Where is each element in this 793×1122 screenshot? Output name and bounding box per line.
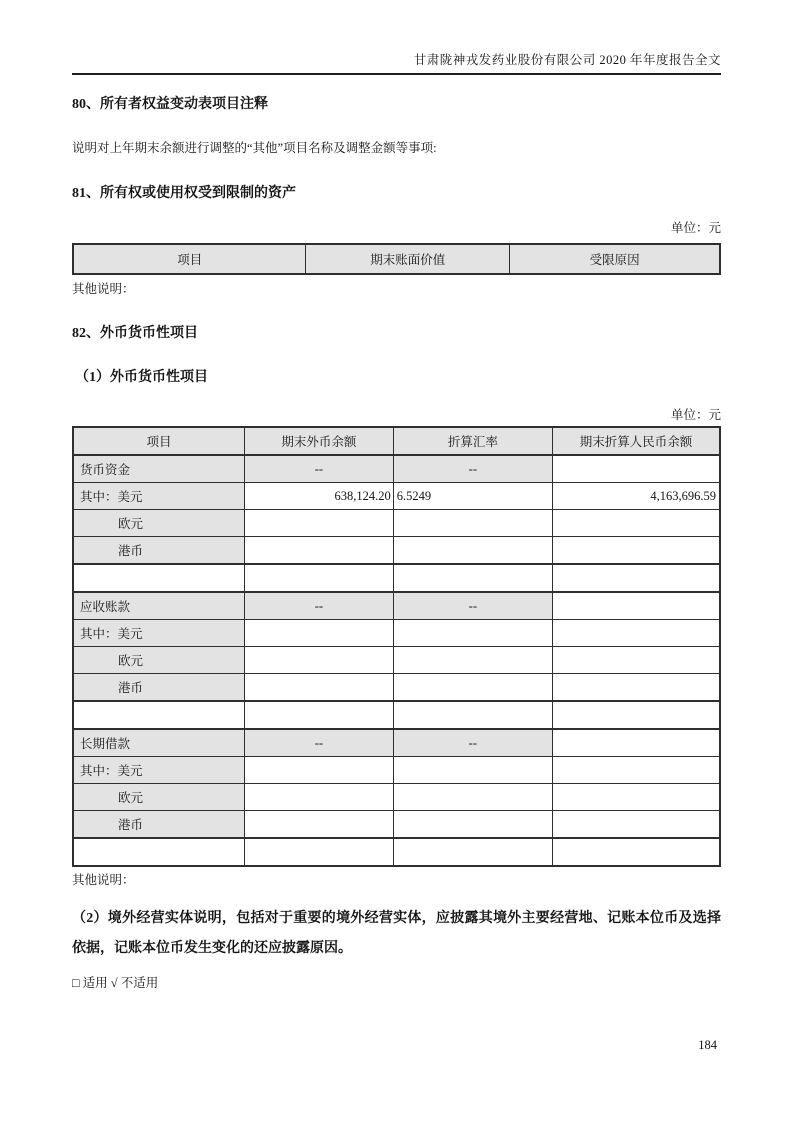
table-cell: -- <box>393 729 552 757</box>
table-row <box>73 483 720 510</box>
table-cell <box>244 674 393 702</box>
table-header-cell: 项目 <box>73 244 306 274</box>
table-cell: -- <box>244 729 393 757</box>
table-row <box>73 784 720 811</box>
table-cell <box>552 592 720 620</box>
table-cell: 4,163,696.59 <box>552 483 720 510</box>
table-row <box>73 674 720 702</box>
table-cell <box>393 838 552 866</box>
table-cell: 其中：美元 <box>73 620 244 647</box>
table-cell <box>73 838 244 866</box>
table-cell <box>393 620 552 647</box>
table-header-cell: 受限原因 <box>510 244 720 274</box>
table-row <box>73 620 720 647</box>
section-81-title: 81、所有权或使用权受到限制的资产 <box>72 186 296 201</box>
table-cell <box>393 510 552 537</box>
table-cell <box>552 811 720 839</box>
table-cell: 6.5249 <box>393 483 552 510</box>
section-81-unit-label: 单位：元 <box>670 221 721 235</box>
table-header-cell: 期末账面价值 <box>306 244 510 274</box>
table-row <box>73 757 720 784</box>
table-cell <box>244 537 393 565</box>
table-cell <box>393 701 552 729</box>
table-cell <box>73 564 244 592</box>
table-cell <box>393 647 552 674</box>
table-cell <box>393 537 552 565</box>
section-80-note: 说明对上年期末余额进行调整的“其他”项目名称及调整金额等事项: <box>72 141 437 155</box>
table-cell: 其中：美元 <box>73 483 244 510</box>
applicability-line: □ 适用 √ 不适用 <box>72 976 159 990</box>
table-cell <box>393 564 552 592</box>
section-82-sub2-text: （2）境外经营实体说明，包括对于重要的境外经营实体，应披露其境外主要经营地、记账本位币及选择依据，记账本位币发生变化的还应披露原因。 <box>72 911 721 956</box>
table-row <box>73 811 720 839</box>
table-cell <box>552 620 720 647</box>
table-cell <box>244 811 393 839</box>
section-81-other-note: 其他说明： <box>72 282 135 296</box>
table-cell <box>244 784 393 811</box>
table-header-row <box>73 427 720 455</box>
table-row <box>73 647 720 674</box>
table-cell <box>552 647 720 674</box>
table-header-row <box>73 244 720 274</box>
table-cell <box>552 455 720 483</box>
table-cell: 欧元 <box>73 510 244 537</box>
table-cell: 长期借款 <box>73 729 244 757</box>
table-row <box>73 455 720 483</box>
table-cell: 货币资金 <box>73 455 244 483</box>
table-cell <box>73 701 244 729</box>
table-cell: -- <box>244 455 393 483</box>
table-cell <box>552 674 720 702</box>
table-cell <box>552 564 720 592</box>
table-header-cell: 项目 <box>73 427 244 455</box>
section-82-unit-label: 单位：元 <box>670 408 721 422</box>
foreign-currency-table <box>72 426 721 867</box>
table-cell: -- <box>393 592 552 620</box>
table-cell <box>244 647 393 674</box>
table-cell <box>552 510 720 537</box>
table-row <box>73 537 720 565</box>
restricted-assets-table <box>72 243 721 275</box>
table-cell <box>393 674 552 702</box>
foreign-currency-table-body <box>73 427 720 866</box>
table-cell: 欧元 <box>73 784 244 811</box>
section-82-other-note: 其他说明： <box>72 873 135 887</box>
document-header-title: 甘肃陇神戎发药业股份有限公司 2020 年年度报告全文 <box>413 53 721 67</box>
table-row <box>73 564 720 592</box>
table-cell <box>552 701 720 729</box>
table-cell <box>244 620 393 647</box>
table-header-cell: 期末折算人民币余额 <box>552 427 720 455</box>
section-82-sub1-title: （1）外币货币性项目 <box>75 370 208 385</box>
table-cell: 港币 <box>73 537 244 565</box>
table-cell <box>552 838 720 866</box>
table-cell <box>552 729 720 757</box>
table-cell <box>393 784 552 811</box>
table-cell <box>244 757 393 784</box>
table-cell <box>393 757 552 784</box>
table-row <box>73 701 720 729</box>
table-cell <box>244 510 393 537</box>
table-cell: 欧元 <box>73 647 244 674</box>
section-80-title: 80、所有者权益变动表项目注释 <box>72 97 268 112</box>
table-cell: 638,124.20 <box>244 483 393 510</box>
table-row <box>73 729 720 757</box>
table-row <box>73 838 720 866</box>
table-header-cell: 折算汇率 <box>393 427 552 455</box>
table-cell <box>244 564 393 592</box>
table-cell <box>244 838 393 866</box>
table-cell: 港币 <box>73 811 244 839</box>
table-cell: 应收账款 <box>73 592 244 620</box>
table-cell <box>393 811 552 839</box>
table-cell <box>552 784 720 811</box>
section-82-title: 82、外币货币性项目 <box>72 326 198 341</box>
table-cell: -- <box>393 455 552 483</box>
table-cell: -- <box>244 592 393 620</box>
table-cell: 港币 <box>73 674 244 702</box>
table-cell: 其中：美元 <box>73 757 244 784</box>
table-row <box>73 510 720 537</box>
table-cell <box>244 701 393 729</box>
table-cell <box>552 537 720 565</box>
header-rule <box>72 73 721 75</box>
table-cell <box>552 757 720 784</box>
table-header-cell: 期末外币余额 <box>244 427 393 455</box>
table-row <box>73 592 720 620</box>
page-number: 184 <box>698 1038 717 1052</box>
